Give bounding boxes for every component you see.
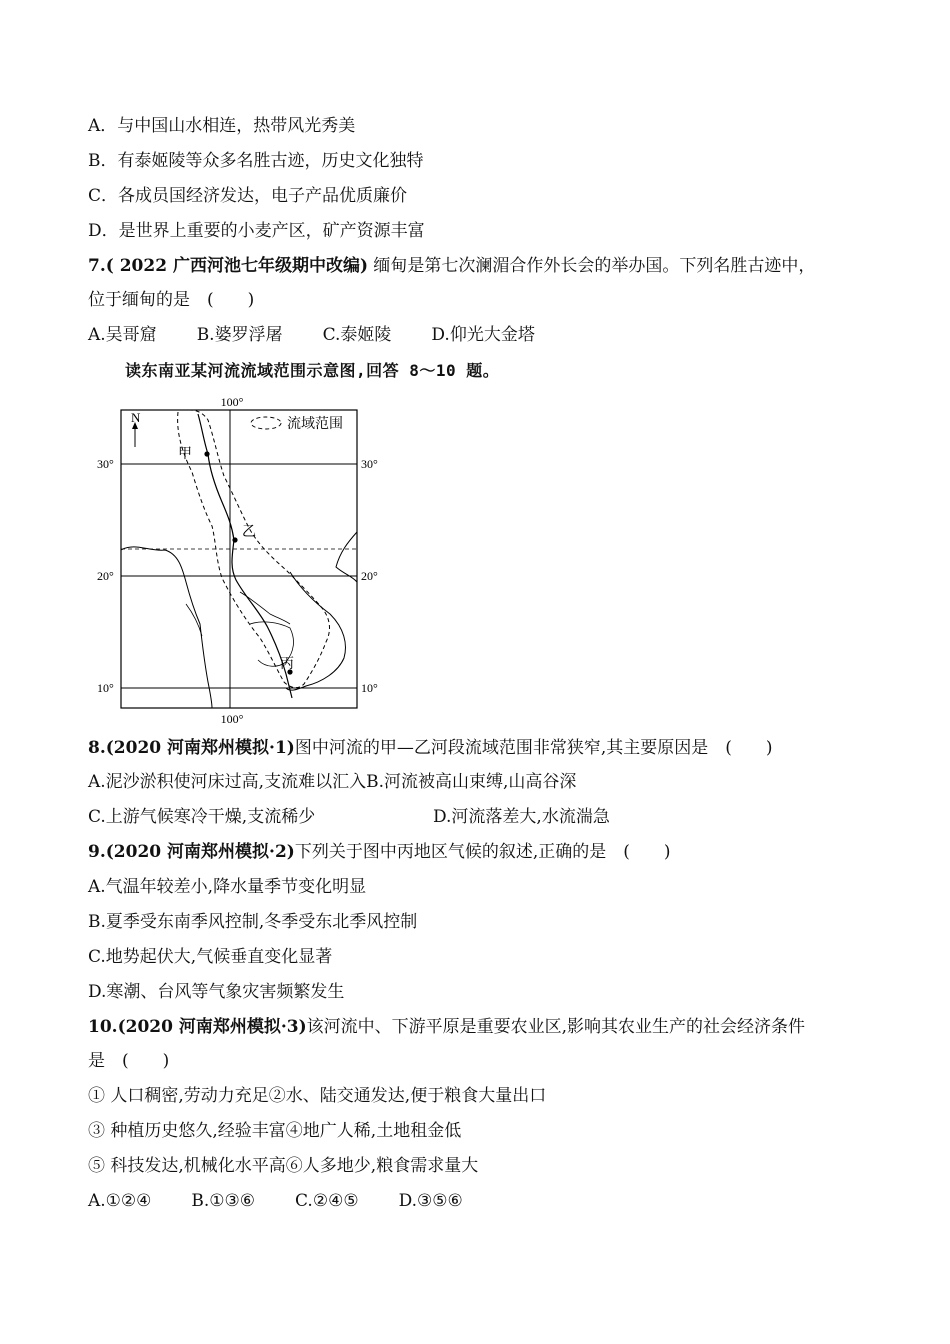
- q9-number: 9.: [88, 842, 106, 862]
- q10-stem: [88, 1016, 805, 1038]
- label-lat30-left: 30°: [97, 457, 114, 471]
- river-basin-map: [90, 392, 390, 732]
- label-jia: 甲: [178, 447, 192, 462]
- q10-stem-text: 该河流中、下游平原是重要农业区,影响其农业生产的社会经济条件: [306, 1017, 806, 1037]
- east-coast-north: [336, 532, 357, 582]
- q9-option-a: A.气温年较差小,降水量季节变化明显: [88, 877, 367, 897]
- q7-stem: [88, 255, 815, 277]
- q7-number: 7.: [88, 256, 106, 276]
- point-yi: [232, 537, 237, 542]
- q7-option-a: A.吴哥窟: [88, 325, 157, 345]
- q8-option-d: D.河流落差大,水流湍急: [433, 807, 610, 827]
- label-lat20-left: 20°: [97, 569, 114, 583]
- label-lon-bottom: 100°: [220, 712, 244, 726]
- label-yi: 乙: [242, 525, 256, 540]
- label-north: N: [131, 410, 141, 425]
- q10-option-b: B.①③⑥: [191, 1191, 256, 1211]
- point-jia: [204, 451, 209, 456]
- q9-option-c: C.地势起伏大,气候垂直变化显著: [88, 947, 333, 967]
- q7-source: ( 2022 广西河池七年级期中改编): [105, 256, 368, 276]
- q8-option-a: A.泥沙淤积使河床过高,支流难以汇入: [88, 772, 367, 792]
- q7-stem-text: 缅甸是第七次澜湄合作外长会的举办国。下列名胜古迹中，: [368, 256, 816, 276]
- label-lat10-right: 10°: [361, 681, 378, 695]
- q10-stem-line2: 是 ( ): [88, 1051, 170, 1071]
- q7-stem-line2: 位于缅甸的是 ( ): [88, 290, 255, 310]
- q7-options: [88, 324, 535, 346]
- river-line: [198, 414, 292, 698]
- q9-source: (2020 河南郑州模拟·2): [105, 842, 295, 862]
- label-lat30-right: 30°: [361, 457, 378, 471]
- east-coast-south: [286, 572, 345, 690]
- west-coastline: [121, 547, 212, 708]
- q8-option-b: B.河流被高山束缚,山高谷深: [366, 772, 577, 792]
- q10-statement-1: ① 人口稠密,劳动力充足②水、陆交通发达,便于粮食大量出口: [88, 1086, 547, 1106]
- map-intro: 读东南亚某河流流域范围示意图,回答 8～10 题。: [125, 361, 500, 380]
- label-lat10-left: 10°: [97, 681, 114, 695]
- q10-option-d: D.③⑤⑥: [398, 1191, 463, 1211]
- q9-option-d: D.寒潮、台风等气象灾害频繁发生: [88, 982, 345, 1002]
- q10-option-a: A.①②④: [88, 1191, 152, 1211]
- q8-stem-text: 图中河流的甲—乙河段流域范围非常狭窄,其主要原因是 ( ): [294, 738, 773, 758]
- q9-stem-text: 下列关于图中丙地区气候的叙述,正确的是 ( ): [294, 842, 671, 862]
- q10-statement-2: ③ 种植历史悠久,经验丰富④地广人稀,土地租金低: [88, 1121, 462, 1141]
- q7-option-c: C.泰姬陵: [322, 325, 392, 345]
- q8-source: (2020 河南郑州模拟·1): [105, 738, 295, 758]
- q7-option-b: B.婆罗浮屠: [196, 325, 283, 345]
- legend-label: 流域范围: [287, 417, 343, 432]
- q8-option-c: C.上游气候寒冷干燥,支流稀少: [88, 807, 316, 827]
- map-svg: [90, 392, 390, 732]
- legend-symbol-icon: [251, 417, 281, 429]
- q6-option-a: A．与中国山水相连，热带风光秀美: [88, 116, 356, 136]
- q7-option-d: D.仰光大金塔: [431, 325, 535, 345]
- q9-stem: [88, 841, 671, 863]
- label-bing: 丙: [280, 657, 294, 672]
- q8-number: 8.: [88, 738, 106, 758]
- q10-option-c: C.②④⑤: [295, 1191, 359, 1211]
- q8-options-row2: [88, 806, 610, 828]
- map-frame: [121, 410, 357, 708]
- q8-stem: [88, 737, 773, 759]
- label-lon-top: 100°: [220, 395, 244, 409]
- q10-statement-3: ⑤ 科技发达,机械化水平高⑥人多地少,粮食需求量大: [88, 1156, 479, 1176]
- q10-number: 10.: [88, 1017, 118, 1037]
- label-lat20-right: 20°: [361, 569, 378, 583]
- q6-option-d: D．是世界上重要的小麦产区，矿产资源丰富: [88, 221, 425, 241]
- q6-option-b: B．有泰姬陵等众多名胜古迹，历史文化独特: [88, 151, 424, 171]
- q8-options-row1: [88, 771, 576, 793]
- q10-options: [88, 1190, 463, 1212]
- q6-option-c: C．各成员国经济发达，电子产品优质廉价: [88, 186, 408, 206]
- q10-source: (2020 河南郑州模拟·3): [117, 1017, 307, 1037]
- q9-option-b: B.夏季受东南季风控制,冬季受东北季风控制: [88, 912, 418, 932]
